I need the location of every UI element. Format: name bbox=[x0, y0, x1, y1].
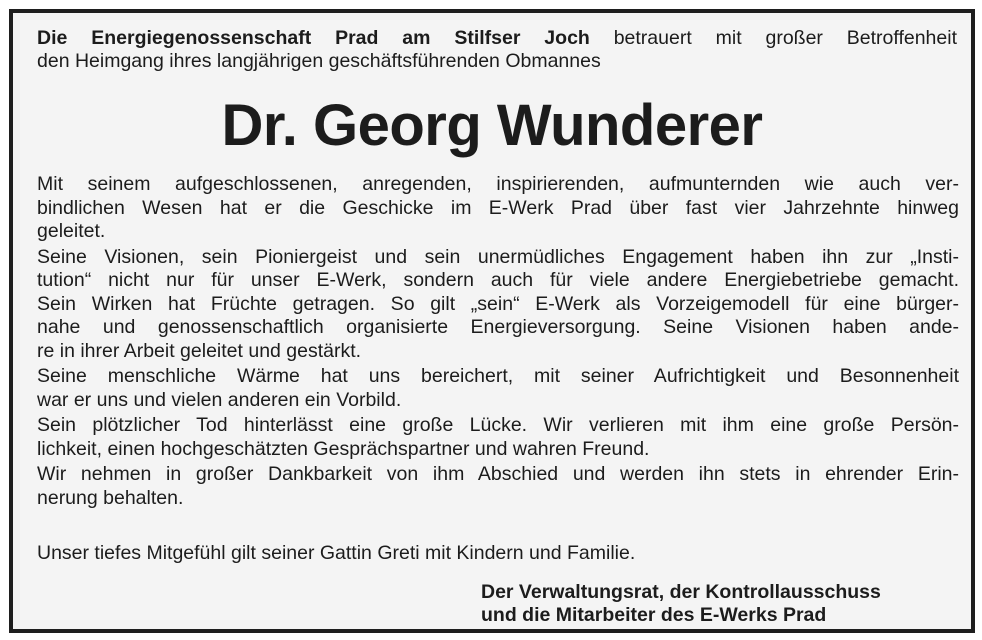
text-line: geleitet. bbox=[37, 220, 106, 242]
obituary-notice bbox=[9, 9, 975, 633]
intro-line-1 bbox=[37, 27, 957, 50]
body-text bbox=[37, 173, 959, 512]
deceased-name: Dr. Georg Wunderer bbox=[221, 93, 763, 158]
sender-name: Die Energiegenossenschaft Prad am Stilfser Joch bbox=[37, 27, 590, 49]
paragraph bbox=[37, 414, 959, 461]
signature-line-1: Der Verwaltungsrat, der Kontrollausschuss bbox=[481, 581, 881, 603]
text-line: nerung behalten. bbox=[37, 486, 184, 509]
intro-text-1: betrauert mit großer Betroffenheit bbox=[613, 27, 958, 49]
text-line: Sein plötzlicher Tod hinterlässt eine große Lücke. Wir verlieren mit ihm eine große Persön- bbox=[37, 414, 959, 436]
text-line: Seine Visionen, sein Pioniergeist und sein unermüdliches Engagement haben ihn zur „Insti- bbox=[37, 245, 959, 268]
paragraph bbox=[37, 365, 959, 412]
text-line: bindlichen Wesen hat er die Geschicke im E-Werk Prad über fast vier Jahrzehnte hinweg bbox=[37, 196, 959, 219]
signature bbox=[481, 581, 961, 627]
text-line: Wir nehmen in großer Dankbarkeit von ihm Abschied und werden ihn stets in ehrender Erin- bbox=[37, 463, 959, 485]
paragraph bbox=[37, 463, 959, 510]
text-line: tution“ nicht nur für unser E-Werk, sondern auch für viele andere Energiebetriebe gemacht. bbox=[37, 269, 959, 291]
intro bbox=[37, 27, 957, 73]
intro-line-2: den Heimgang ihres langjährigen geschäftsführenden Obmannes bbox=[37, 50, 601, 72]
condolence-line: Unser tiefes Mitgefühl gilt seiner Gattin Greti mit Kindern und Familie. bbox=[37, 542, 636, 564]
text-line: Seine menschliche Wärme hat uns bereichert, mit seiner Aufrichtigkeit und Besonnenheit bbox=[37, 365, 959, 387]
paragraph bbox=[37, 246, 959, 364]
text-line: nahe und genossenschaftlich organisierte Energieversorgung. Seine Visionen haben ande- bbox=[37, 316, 959, 338]
text-line: re in ihrer Arbeit geleitet und gestärkt. bbox=[37, 339, 362, 362]
signature-line-2: und die Mitarbeiter des E-Werks Prad bbox=[481, 604, 827, 626]
text-line: war er uns und vielen anderen ein Vorbild. bbox=[37, 388, 402, 411]
paragraph bbox=[37, 173, 959, 244]
text-line: Mit seinem aufgeschlossenen, anregenden, inspirierenden, aufmunternden wie auch ver- bbox=[37, 173, 959, 195]
text-line: lichkeit, einen hochgeschätzten Gesprächspartner und wahren Freund. bbox=[37, 437, 650, 460]
text-line: Sein Wirken hat Früchte getragen. So gilt „sein“ E-Werk als Vorzeigemodell für eine bürger- bbox=[37, 292, 959, 315]
